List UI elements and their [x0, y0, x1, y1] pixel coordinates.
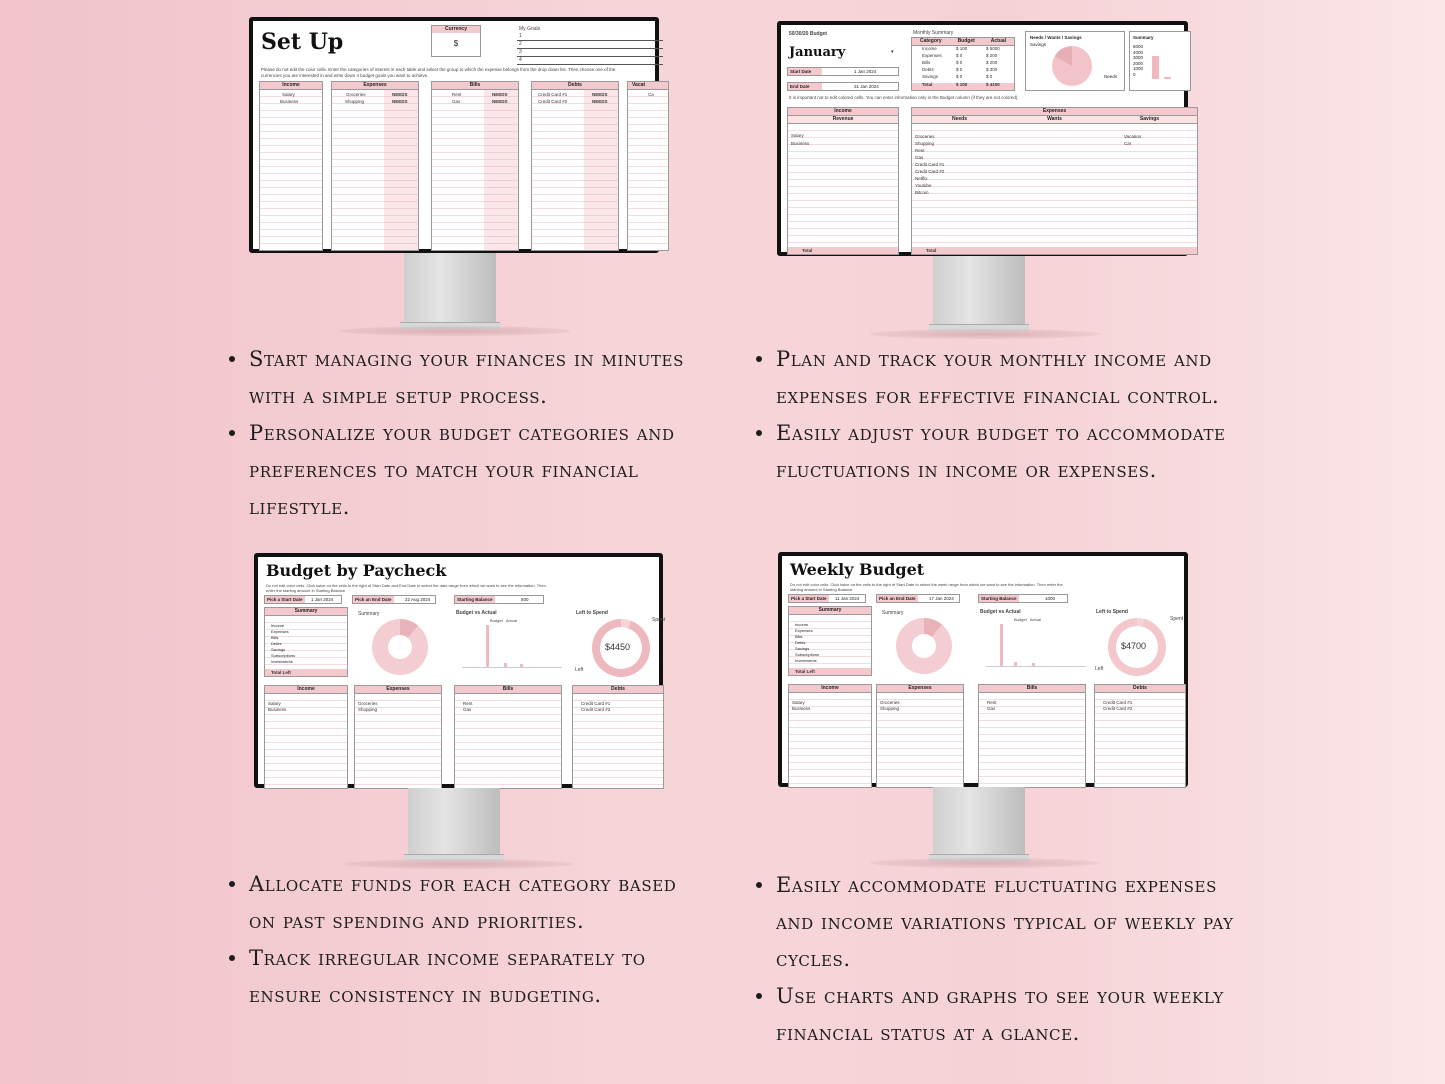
income-table	[787, 107, 899, 255]
chart-title: Summary	[1133, 35, 1154, 40]
table-cell[interactable]: Business	[792, 706, 811, 711]
bills-table	[431, 81, 519, 251]
legend-item: Actual	[1029, 617, 1041, 622]
summary-row: Income	[271, 623, 285, 628]
group-dropdown[interactable]: NEEDS	[592, 99, 608, 104]
expenses-table	[876, 684, 964, 788]
bullets-bottom-left	[229, 866, 694, 1014]
month-title: January	[789, 45, 846, 60]
table-total: Total Left	[271, 670, 291, 675]
setup-screen	[249, 17, 659, 253]
summary-row: Bills	[795, 634, 803, 639]
goal-row[interactable]: 1	[517, 33, 663, 41]
edit-note: It is important not to edit colored cells. You can enter information only in the Budget column (if they are not colored).	[789, 95, 1019, 100]
table-header: Bills	[455, 686, 561, 694]
chart-title: Left to Spend	[1096, 609, 1128, 615]
pie-label: Needs	[1104, 74, 1118, 79]
table-cell[interactable]: Gas	[987, 706, 996, 711]
summary-row: Subscriptions	[271, 653, 296, 658]
summary-cell: Savings	[922, 74, 939, 79]
end-date-picker[interactable]	[352, 595, 436, 604]
summary-row: Expenses	[795, 628, 813, 633]
donut-label: Spent	[652, 617, 666, 623]
donut-label: Left	[575, 667, 584, 673]
table-cell[interactable]: Vacation	[1124, 134, 1142, 139]
table-subheader: Revenue	[788, 116, 898, 124]
income-table	[788, 684, 872, 788]
table-cell[interactable]: Credit Card #1	[581, 701, 611, 706]
group-dropdown[interactable]: NEEDS	[492, 99, 508, 104]
summary-cell: Debts	[922, 67, 934, 72]
bullet-item: Easily accommodate fluctuating expenses and income variations typical of weekly pay cycles.	[756, 867, 1236, 978]
table-cell[interactable]: Groceries	[346, 92, 366, 97]
debts-table	[1094, 684, 1186, 788]
table-cell[interactable]: Gas	[915, 155, 924, 160]
table-cell[interactable]: Shopping	[880, 706, 900, 711]
start-date-label: Start Date	[788, 68, 822, 75]
donut-label: Left	[1095, 666, 1104, 672]
table-cell[interactable]: Salary	[791, 133, 804, 138]
balance-label: Starting Balance	[457, 597, 493, 602]
table-header: Income	[260, 82, 322, 90]
summary-row: Expenses	[271, 629, 289, 634]
pie-label: Savings	[1030, 42, 1047, 47]
table-cell[interactable]: Netflix	[915, 176, 928, 181]
setup-instructions: Please do not edit the color cells. Enter the categories of interest in each table and select the group to which the expense belongs from the drop down list. Then choose one of the currencies you are interested in and write down 4 budget goals you want to achieve.	[261, 67, 616, 78]
table-header: Vacat	[628, 82, 668, 90]
expenses-table	[911, 107, 1198, 255]
table-header: Debts	[1095, 685, 1185, 693]
end-date-row[interactable]	[787, 82, 899, 91]
table-cell[interactable]: Credit Card #2	[538, 99, 568, 104]
budget-bar	[1000, 624, 1003, 666]
table-total: Total	[926, 248, 937, 253]
budget-bar	[486, 625, 489, 667]
bullet-dot-icon	[229, 955, 235, 961]
monthly-summary-table	[911, 37, 1015, 91]
table-header: Debts	[573, 686, 663, 694]
table-header: Expenses	[355, 686, 441, 694]
bullet-dot-icon	[756, 993, 762, 999]
table-cell[interactable]: Bitcoin	[915, 190, 929, 195]
left-to-spend-amount: $4450	[605, 642, 631, 652]
table-cell[interactable]: Credit Card #2	[581, 707, 611, 712]
budget-heading: 50/30/20 Budget	[789, 31, 828, 37]
chart-title: Summary	[358, 611, 380, 617]
table-header: Income	[789, 685, 871, 693]
table-total: Total Left	[795, 669, 815, 674]
table-cell[interactable]: Credit Card #2	[1103, 706, 1133, 711]
table-cell[interactable]: Groceries	[880, 700, 900, 705]
col-header: Budget	[957, 38, 975, 44]
group-dropdown[interactable]: NEEDS	[392, 92, 408, 97]
vacation-table	[627, 81, 669, 251]
table-cell[interactable]: Business	[280, 99, 299, 104]
paycheck-screen	[254, 553, 666, 788]
legend-item: Budget	[1014, 617, 1027, 622]
col-header: Category	[919, 38, 942, 44]
table-cell[interactable]: Business	[791, 141, 810, 146]
bullet-item: Easily adjust your budget to accommodate fluctuations in income or expenses.	[756, 415, 1256, 489]
debts-table	[572, 685, 664, 789]
group-header: Needs	[951, 116, 967, 122]
table-cell[interactable]: Shopping	[345, 99, 365, 104]
table-cell[interactable]: Youtube	[915, 183, 932, 188]
summary-cell: Income	[922, 46, 937, 51]
end-label: Pick an End Date	[355, 597, 392, 602]
currency-value: $	[453, 39, 459, 48]
summary-row: Bills	[271, 635, 279, 640]
table-header: Expenses	[912, 108, 1197, 116]
instructions: Do not edit color cells. Click twice on the cells to the right of Start Date and End Date to select the date range from which we want to see the information. Then enter the starting amount in Starting Balance.	[266, 583, 546, 593]
bullet-dot-icon	[756, 356, 762, 362]
summary-row: Income	[795, 622, 809, 627]
summary-cell: $ 200	[986, 53, 998, 58]
bullet-dot-icon	[229, 356, 235, 362]
nws-pie-chart	[1025, 31, 1125, 91]
end-date-picker[interactable]	[876, 594, 960, 603]
summary-row: Investments	[271, 659, 293, 664]
summary-cell: Expenses	[922, 53, 942, 58]
starting-balance-field[interactable]	[454, 595, 544, 604]
table-cell[interactable]: Gas	[452, 99, 461, 104]
start-date-picker[interactable]	[264, 595, 342, 604]
table-cell[interactable]: Salary	[268, 701, 281, 706]
income-table	[259, 81, 323, 251]
end-label: Pick an End Date	[879, 596, 916, 601]
bullet-item: Start managing your finances in minutes with a simple setup process.	[229, 341, 689, 415]
table-cell[interactable]: Shopping	[358, 707, 378, 712]
table-cell[interactable]: Shopping	[915, 141, 935, 146]
bullet-item: Personalize your budget categories and preferences to match your financial lifestyle.	[229, 415, 689, 526]
group-dropdown[interactable]: NEEDS	[392, 99, 408, 104]
currency-box[interactable]	[431, 25, 481, 57]
table-cell[interactable]: Groceries	[358, 701, 378, 706]
table-cell[interactable]: Ca	[648, 92, 654, 97]
table-cell[interactable]: Rent	[463, 701, 473, 706]
summary-cell: $ 100	[956, 46, 968, 51]
balance-value: 500	[521, 597, 529, 602]
bullet-dot-icon	[756, 882, 762, 888]
axis-tick: 3000	[1133, 55, 1144, 61]
monthly-screen	[777, 21, 1188, 256]
summary-cell: $ 5000	[986, 46, 1000, 51]
bullet-item: Plan and track your monthly income and expenses for effective financial control.	[756, 341, 1256, 415]
end-value: 17 Jan 2024	[929, 596, 954, 601]
table-cell[interactable]: Salary	[282, 92, 295, 97]
summary-cell: $ 0	[956, 53, 963, 58]
table-cell[interactable]: Rent	[987, 700, 997, 705]
table-header: Summary	[789, 607, 871, 615]
table-cell[interactable]: Credit Card #2	[915, 169, 945, 174]
bullet-dot-icon	[229, 881, 235, 887]
table-header: Expenses	[332, 82, 418, 90]
summary-cell: Bills	[922, 60, 931, 65]
table-cell[interactable]: Salary	[792, 700, 805, 705]
end-value: 22 Aug 2024	[405, 597, 431, 602]
legend-item: Actual	[505, 618, 517, 623]
group-header: Wants	[1047, 116, 1062, 122]
summary-cell: $ 0	[956, 67, 963, 72]
chart-title: Left to Spend	[576, 610, 608, 616]
table-cell[interactable]: Rent	[915, 148, 925, 153]
summary-table	[264, 607, 348, 677]
bullet-item: Allocate funds for each category based on past spending and priorities.	[229, 866, 694, 940]
balance-value: 1000	[1045, 596, 1056, 601]
summary-cell: $ 0	[956, 60, 963, 65]
group-header: Savings	[1139, 116, 1160, 122]
chart-title: Budget vs Actual	[980, 609, 1021, 615]
chart-title: Budget vs Actual	[456, 610, 497, 616]
table-header: Debts	[532, 82, 618, 90]
page-title: Set Up	[261, 29, 344, 55]
summary-row: Debts	[271, 641, 282, 646]
summary-table	[788, 606, 872, 676]
start-value: 11 Jan 2024	[835, 596, 860, 601]
bullet-item: Track irregular income separately to ensure consistency in budgeting.	[229, 940, 694, 1014]
expenses-table	[331, 81, 419, 251]
start-date-picker[interactable]	[788, 594, 866, 603]
table-cell[interactable]: Car	[1124, 141, 1132, 146]
end-date-label: End Date	[788, 83, 822, 90]
table-cell[interactable]: Gas	[463, 707, 472, 712]
summary-row: Savings	[795, 646, 810, 651]
summary-cell: $ 0	[956, 74, 963, 79]
goals-list	[517, 33, 663, 65]
bills-table	[978, 684, 1086, 788]
axis-tick: 4000	[1133, 49, 1144, 55]
legend-item: Budget	[490, 618, 503, 623]
summary-row: Investments	[795, 658, 817, 663]
page-title: Budget by Paycheck	[266, 561, 447, 580]
table-header: Summary	[265, 608, 347, 616]
left-to-spend-amount: $4700	[1121, 641, 1147, 651]
goals-label: My Goals	[519, 26, 541, 32]
goal-row[interactable]: 2	[517, 41, 663, 49]
table-cell[interactable]: Credit Card #1	[538, 92, 568, 97]
group-dropdown[interactable]: NEEDS	[592, 92, 608, 97]
end-date-value: 31 Jan 2024	[854, 84, 879, 89]
debts-table	[531, 81, 619, 251]
expenses-table	[354, 685, 442, 789]
summary-row: Savings	[271, 647, 286, 652]
chart-legend	[1014, 617, 1041, 623]
summary-row: Debts	[795, 640, 806, 645]
chevron-down-icon[interactable]: ▾	[891, 49, 894, 55]
chart-legend	[490, 618, 517, 624]
table-cell[interactable]: Rent	[452, 92, 462, 97]
col-header: Actual	[990, 38, 1006, 44]
group-dropdown[interactable]: NEEDS	[492, 92, 508, 97]
weekly-screen	[778, 552, 1188, 787]
table-header: Income	[265, 686, 347, 694]
chart-title: Needs / Wants / Savings	[1030, 35, 1082, 40]
axis-tick: 0	[1133, 71, 1136, 77]
table-cell[interactable]: Credit Card #1	[1103, 700, 1133, 705]
axis-tick: 2000	[1133, 60, 1144, 66]
bullet-dot-icon	[229, 430, 235, 436]
table-cell[interactable]: Credit Card #1	[915, 162, 945, 167]
table-total: Total	[802, 248, 813, 253]
table-cell[interactable]: Groceries	[915, 134, 935, 139]
bullets-top-right	[756, 341, 1256, 489]
summary-total: $ 100	[956, 82, 968, 87]
bullet-item: Use charts and graphs to see your weekly financial status at a glance.	[756, 978, 1236, 1052]
start-label: Pick a Start Date	[791, 596, 827, 601]
table-cell[interactable]: Business	[268, 707, 287, 712]
bullets-top-left	[229, 341, 689, 526]
summary-bar-chart	[1129, 31, 1191, 91]
starting-balance-field[interactable]	[978, 594, 1068, 603]
start-date-value: 1 Jan 2024	[854, 69, 877, 74]
axis-tick: 1000	[1133, 66, 1144, 72]
chart-title: Summary	[882, 610, 904, 616]
start-label: Pick a Start Date	[267, 597, 303, 602]
donut-label: Spent	[1170, 616, 1184, 622]
summary-title: Monthly Summary	[913, 30, 954, 36]
start-value: 1 Jan 2024	[311, 597, 334, 602]
instructions: Do not edit color cells. Click twice on the cells to the right of Start Date to select the week range from which we want to see the information. Then enter the starting amount in Starting Balance.	[790, 582, 1063, 592]
summary-row: Subscriptions	[795, 652, 820, 657]
table-header: Income	[788, 108, 898, 116]
currency-label: Currency	[432, 26, 480, 33]
page-title: Weekly Budget	[790, 560, 925, 579]
start-date-row[interactable]	[787, 67, 899, 76]
bullet-dot-icon	[756, 430, 762, 436]
summary-cell: $ 0	[986, 74, 993, 79]
table-header: Expenses	[877, 685, 963, 693]
axis-tick: 5000	[1133, 44, 1144, 49]
income-table	[264, 685, 348, 789]
summary-cell: $ 300	[986, 67, 998, 72]
bills-table	[454, 685, 562, 789]
goal-row[interactable]: 4	[517, 57, 663, 65]
summary-total: $ 4100	[986, 82, 1000, 87]
table-header: Bills	[979, 685, 1085, 693]
table-header: Bills	[432, 82, 518, 90]
summary-cell: $ 200	[986, 60, 998, 65]
balance-label: Starting Balance	[981, 596, 1017, 601]
goal-row[interactable]: 3	[517, 49, 663, 57]
bullets-bottom-right	[756, 867, 1236, 1052]
summary-total: Total	[922, 82, 933, 87]
